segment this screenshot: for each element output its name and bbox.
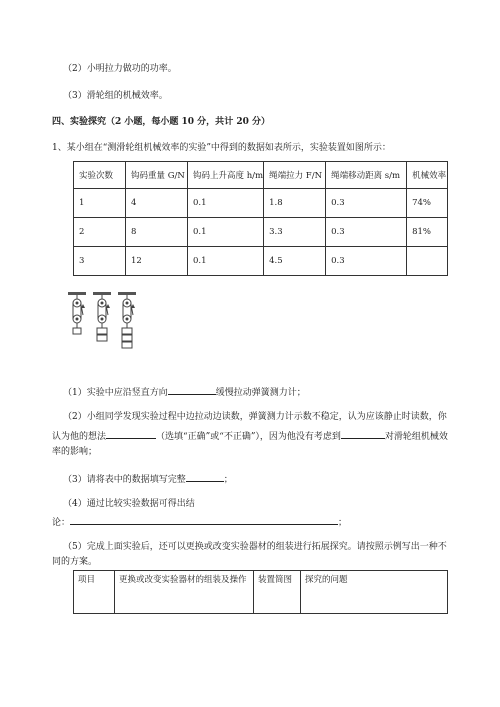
plan-table-cell-operation: 更换或改变实验器材的组装及操作 [115,571,254,614]
previous-question-2: （2）小明拉力做功的功率。 [63,64,177,74]
table-cell: 1 [74,189,126,218]
pulley-apparatus-figure [66,290,144,352]
plan-table-cell-diagram: 装置简图 [254,571,301,614]
table-cell: 0.3 [326,247,407,276]
problem-intro: 1、某小组在“测滑轮组机械效率的实验”中得到的数据如表所示，实验装置如图所示： [52,143,391,153]
question-2-line-2 [52,429,448,443]
ceiling-support-icon [68,292,136,295]
question-5-line-1: （5）完成上面实验后，还可以更换或改变实验器材的组装进行拓展探究。请按照示例写出一种不 [63,542,447,552]
table-cell [407,247,448,276]
question-2-text-b: （选填“正确”或“不正确”），因为他没有考虑到 [156,432,341,442]
question-1 [63,385,306,399]
table-header-cell: 机械效率 [407,162,448,189]
answer-blank-2a[interactable] [106,429,156,439]
plan-table [73,570,448,614]
answer-blank-2b[interactable] [341,429,385,439]
plan-table-header-row [74,571,448,614]
question-4-line-2 [52,515,347,529]
table-cell: 0.1 [188,218,264,247]
table-cell: 8 [126,218,188,247]
plan-table-cell-question: 探究的问题 [301,571,448,614]
table-row [74,247,448,276]
data-table [73,161,448,276]
table-row [74,189,448,218]
table-cell: 0.3 [326,189,407,218]
question-2-line-1: （2）小组同学发现实验过程中边拉动边读数，弹簧测力计示数不稳定，认为应该静止时读数，你 [63,412,447,422]
section-heading: 四、实验探究（2 小题，每小题 10 分，共计 20 分） [52,117,270,127]
table-header-row [74,162,448,189]
question-1-text-after: 缓慢拉动弹簧测力计； [215,388,306,398]
question-2-line-3: 率的影响； [52,447,98,457]
previous-question-3: （3）滑轮组的机械效率。 [63,91,168,101]
table-cell: 0.3 [326,218,407,247]
table-cell: 3.3 [264,218,326,247]
question-2-text-c: 对滑轮组机械效 [384,432,448,442]
table-cell: 74% [407,189,448,218]
plan-table-cell-project: 项目 [74,571,115,614]
table-cell: 4.5 [264,247,326,276]
table-row [74,218,448,247]
table-header-cell: 绳端拉力 F/N [264,162,326,189]
question-2-text-a: 认为他的想法 [52,432,107,442]
answer-blank-4[interactable] [70,515,338,525]
table-header-cell: 绳端移动距离 s/m [326,162,407,189]
pulley-setup-1-icon [73,295,85,334]
table-cell: 3 [74,247,126,276]
question-4-line-1: （4）通过比较实验数据可得出结 [63,499,195,509]
question-3 [63,472,233,486]
table-cell: 2 [74,218,126,247]
table-cell: 12 [126,247,188,276]
pulley-setup-2-icon [97,295,110,341]
table-header-cell: 钩码上升高度 h/m [188,162,264,189]
table-cell: 0.1 [188,247,264,276]
table-header-cell: 实验次数 [74,162,126,189]
table-header-cell: 钩码重量 G/N [126,162,188,189]
question-3-text-before: （3）请将表中的数据填写完整 [63,475,186,485]
question-4-text-end: ； [338,518,348,528]
pulley-setup-3-icon [122,295,135,348]
table-cell: 4 [126,189,188,218]
table-cell: 0.1 [188,189,264,218]
question-5-line-2: 同的方案。 [52,557,98,567]
question-4-text-label: 论： [52,518,71,528]
answer-blank-3[interactable] [186,472,224,482]
answer-blank-1[interactable] [168,385,216,395]
table-cell: 1.8 [264,189,326,218]
question-3-text-after: ； [223,475,233,485]
table-cell: 81% [407,218,448,247]
question-1-text-before: （1）实验中应沿竖直方向 [63,388,168,398]
